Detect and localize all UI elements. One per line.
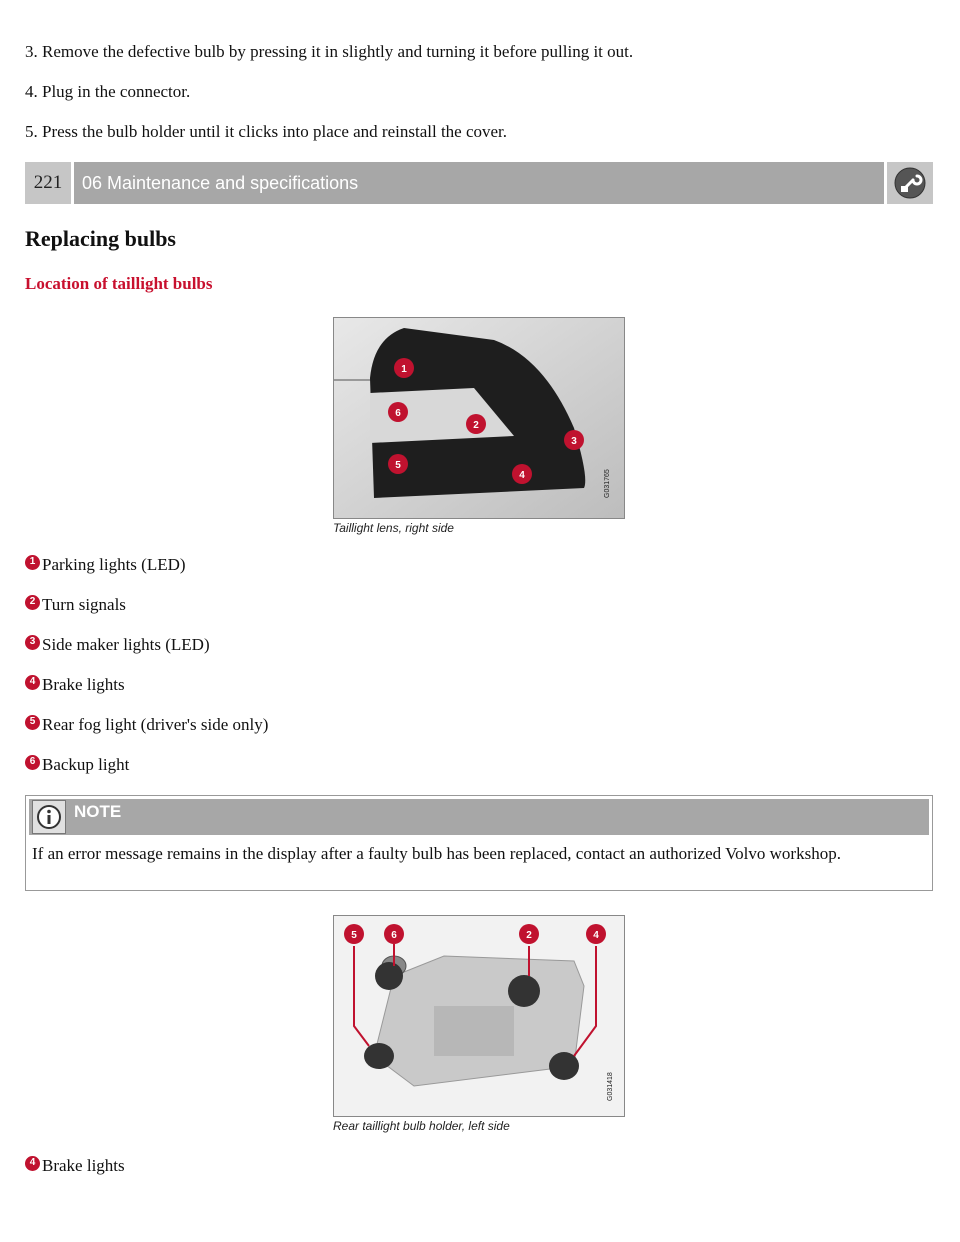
- list-item: [25, 1155, 125, 1177]
- list-item: [25, 634, 210, 656]
- list-item-label: Backup light: [42, 755, 130, 774]
- section-title: 06 Maintenance and specifications: [82, 172, 359, 193]
- holder-callout-6: 6: [391, 930, 397, 941]
- list-item-label: Turn signals: [42, 595, 126, 614]
- note-box: [25, 795, 933, 891]
- list-item: [25, 554, 186, 576]
- step-3: 3. Remove the defective bulb by pressing it in slightly and turning it before pulling it out.: [25, 42, 634, 61]
- list-item-label: Rear fog light (driver's side only): [42, 715, 269, 734]
- page-title: Replacing bulbs: [25, 226, 176, 251]
- note-label: NOTE: [74, 802, 122, 821]
- lens-callout-4: 4: [519, 470, 525, 481]
- callout-badge: 1: [25, 555, 40, 570]
- holder-callout-2: 2: [526, 930, 532, 941]
- callout-badge: 4: [25, 1156, 40, 1171]
- figure1-caption: Taillight lens, right side: [333, 521, 454, 535]
- figure2-caption: Rear taillight bulb holder, left side: [333, 1119, 510, 1133]
- step-5: 5. Press the bulb holder until it clicks into place and reinstall the cover.: [25, 122, 508, 141]
- list-item-label: Parking lights (LED): [42, 555, 186, 574]
- lens-callout-6: 6: [395, 408, 401, 419]
- step-4: 4. Plug in the connector.: [25, 82, 191, 101]
- callout-badge: 2: [25, 595, 40, 610]
- list-item-label: Brake lights: [42, 1156, 125, 1175]
- callout-badge: 5: [25, 715, 40, 730]
- callout-badge: 6: [25, 755, 40, 770]
- holder-callout-5: 5: [351, 930, 357, 941]
- lens-callout-1: 1: [401, 364, 407, 375]
- lens-callout-5: 5: [395, 460, 401, 471]
- wrench-icon: [884, 162, 933, 204]
- subheading: Location of taillight bulbs: [25, 274, 213, 293]
- bulb-holder-figure: [333, 915, 625, 1133]
- callout-badge: 3: [25, 635, 40, 650]
- list-item: [25, 674, 125, 696]
- figure2-code: G031418: [607, 1072, 614, 1101]
- page-number: 221: [25, 162, 74, 204]
- list-item: [25, 594, 126, 616]
- note-header: [29, 799, 929, 835]
- note-text: If an error message remains in the display after a faulty bulb has been replaced, contact an authorized Volvo workshop.: [32, 844, 841, 863]
- callout-badge: 4: [25, 675, 40, 690]
- info-icon: [32, 800, 66, 834]
- list-item-label: Side maker lights (LED): [42, 635, 210, 654]
- lens-callout-2: 2: [473, 420, 479, 431]
- taillight-lens-figure: [333, 317, 625, 535]
- list-item: [25, 714, 268, 736]
- section-header: [25, 162, 933, 204]
- holder-callout-4: 4: [593, 930, 599, 941]
- list-item: [25, 754, 129, 776]
- lens-callout-3: 3: [571, 436, 577, 447]
- figure1-code: G031765: [604, 469, 611, 498]
- list-item-label: Brake lights: [42, 675, 125, 694]
